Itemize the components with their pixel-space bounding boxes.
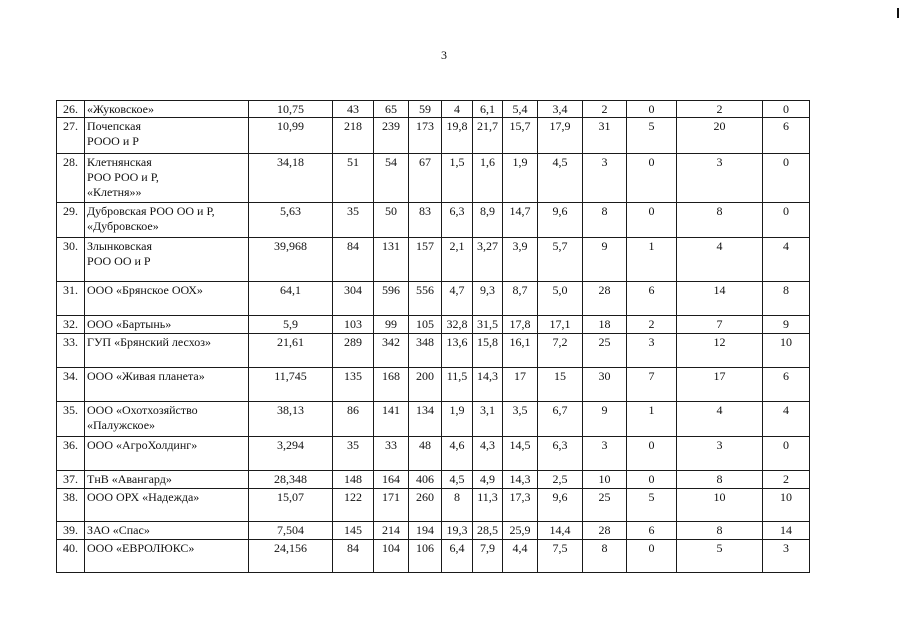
value-cell: 84 xyxy=(333,540,374,573)
value-cell: 164 xyxy=(374,471,409,489)
table-row xyxy=(57,154,810,203)
value-cell: 8 xyxy=(583,540,627,573)
value-cell: 6,1 xyxy=(473,101,503,118)
value-cell: 14,3 xyxy=(503,471,538,489)
table-row xyxy=(57,471,810,489)
value-cell: 19,3 xyxy=(442,522,473,540)
value-cell: 14,5 xyxy=(503,437,538,471)
value-cell: 1 xyxy=(627,402,677,437)
table-row xyxy=(57,402,810,437)
value-cell: 0 xyxy=(763,437,810,471)
area-value: 34,18 xyxy=(249,154,333,203)
value-cell: 348 xyxy=(409,334,442,368)
value-cell: 30 xyxy=(583,368,627,402)
value-cell: 3 xyxy=(677,154,763,203)
value-cell: 31,5 xyxy=(473,316,503,334)
area-value: 7,504 xyxy=(249,522,333,540)
value-cell: 10 xyxy=(763,489,810,522)
area-value: 39,968 xyxy=(249,238,333,282)
table-row xyxy=(57,101,810,118)
value-cell: 17,1 xyxy=(538,316,583,334)
value-cell: 59 xyxy=(409,101,442,118)
value-cell: 239 xyxy=(374,118,409,154)
value-cell: 33 xyxy=(374,437,409,471)
organization-name: ООО «Охотхозяйство «Палужское» xyxy=(85,402,249,437)
row-number: 29. xyxy=(57,203,85,238)
value-cell: 3,4 xyxy=(538,101,583,118)
value-cell: 171 xyxy=(374,489,409,522)
value-cell: 15 xyxy=(538,368,583,402)
organization-name: «Жуковское» xyxy=(85,101,249,118)
value-cell: 17,3 xyxy=(503,489,538,522)
value-cell: 17 xyxy=(677,368,763,402)
table-row xyxy=(57,282,810,316)
value-cell: 4 xyxy=(677,238,763,282)
area-value: 10,75 xyxy=(249,101,333,118)
value-cell: 16,1 xyxy=(503,334,538,368)
value-cell: 168 xyxy=(374,368,409,402)
value-cell: 3 xyxy=(763,540,810,573)
value-cell: 14,3 xyxy=(473,368,503,402)
value-cell: 200 xyxy=(409,368,442,402)
value-cell: 260 xyxy=(409,489,442,522)
value-cell: 105 xyxy=(409,316,442,334)
value-cell: 1,9 xyxy=(503,154,538,203)
table-row xyxy=(57,238,810,282)
value-cell: 0 xyxy=(627,540,677,573)
value-cell: 14,7 xyxy=(503,203,538,238)
value-cell: 5 xyxy=(627,118,677,154)
value-cell: 14 xyxy=(763,522,810,540)
value-cell: 2 xyxy=(583,101,627,118)
value-cell: 17 xyxy=(503,368,538,402)
row-number: 36. xyxy=(57,437,85,471)
value-cell: 19,8 xyxy=(442,118,473,154)
value-cell: 5 xyxy=(677,540,763,573)
value-cell: 148 xyxy=(333,471,374,489)
value-cell: 7 xyxy=(627,368,677,402)
value-cell: 9,3 xyxy=(473,282,503,316)
value-cell: 28 xyxy=(583,282,627,316)
area-value: 38,13 xyxy=(249,402,333,437)
value-cell: 51 xyxy=(333,154,374,203)
value-cell: 11,5 xyxy=(442,368,473,402)
value-cell: 8 xyxy=(763,282,810,316)
value-cell: 67 xyxy=(409,154,442,203)
row-number: 40. xyxy=(57,540,85,573)
table-row xyxy=(57,203,810,238)
value-cell: 48 xyxy=(409,437,442,471)
area-value: 11,745 xyxy=(249,368,333,402)
value-cell: 35 xyxy=(333,437,374,471)
value-cell: 1,5 xyxy=(442,154,473,203)
organization-name: ООО ОРХ «Надежда» xyxy=(85,489,249,522)
organization-name: ООО «Бартынь» xyxy=(85,316,249,334)
value-cell: 8 xyxy=(677,471,763,489)
value-cell: 0 xyxy=(627,203,677,238)
value-cell: 20 xyxy=(677,118,763,154)
row-number: 32. xyxy=(57,316,85,334)
value-cell: 9 xyxy=(583,238,627,282)
value-cell: 9,6 xyxy=(538,203,583,238)
data-table xyxy=(56,100,810,573)
value-cell: 3,27 xyxy=(473,238,503,282)
row-number: 39. xyxy=(57,522,85,540)
value-cell: 43 xyxy=(333,101,374,118)
table-row xyxy=(57,334,810,368)
value-cell: 141 xyxy=(374,402,409,437)
value-cell: 106 xyxy=(409,540,442,573)
value-cell: 122 xyxy=(333,489,374,522)
value-cell: 5,4 xyxy=(503,101,538,118)
table-row xyxy=(57,316,810,334)
area-value: 21,61 xyxy=(249,334,333,368)
table-body xyxy=(57,101,810,573)
table-row xyxy=(57,489,810,522)
value-cell: 3,5 xyxy=(503,402,538,437)
area-value: 15,07 xyxy=(249,489,333,522)
organization-name: ООО «Брянское ООХ» xyxy=(85,282,249,316)
value-cell: 2 xyxy=(763,471,810,489)
value-cell: 8 xyxy=(677,203,763,238)
value-cell: 65 xyxy=(374,101,409,118)
value-cell: 86 xyxy=(333,402,374,437)
value-cell: 1 xyxy=(627,238,677,282)
table-row xyxy=(57,118,810,154)
row-number: 31. xyxy=(57,282,85,316)
value-cell: 2,5 xyxy=(538,471,583,489)
page-number: 3 xyxy=(441,48,447,62)
value-cell: 10 xyxy=(677,489,763,522)
organization-name: Клетнянская РОО РОО и Р, «Клетня»» xyxy=(85,154,249,203)
value-cell: 4,3 xyxy=(473,437,503,471)
organization-name: ООО «АгроХолдинг» xyxy=(85,437,249,471)
organization-name: ООО «ЕВРОЛЮКС» xyxy=(85,540,249,573)
value-cell: 9,6 xyxy=(538,489,583,522)
value-cell: 0 xyxy=(627,101,677,118)
value-cell: 104 xyxy=(374,540,409,573)
organization-name: ЗАО «Спас» xyxy=(85,522,249,540)
value-cell: 0 xyxy=(763,101,810,118)
value-cell: 54 xyxy=(374,154,409,203)
organization-name: Злынковская РОО ОО и Р xyxy=(85,238,249,282)
row-number: 38. xyxy=(57,489,85,522)
value-cell: 18 xyxy=(583,316,627,334)
value-cell: 6,3 xyxy=(442,203,473,238)
value-cell: 0 xyxy=(627,154,677,203)
value-cell: 84 xyxy=(333,238,374,282)
area-value: 28,348 xyxy=(249,471,333,489)
value-cell: 3 xyxy=(627,334,677,368)
row-number: 27. xyxy=(57,118,85,154)
value-cell: 131 xyxy=(374,238,409,282)
value-cell: 4,9 xyxy=(473,471,503,489)
value-cell: 145 xyxy=(333,522,374,540)
value-cell: 2 xyxy=(627,316,677,334)
value-cell: 8,7 xyxy=(503,282,538,316)
value-cell: 103 xyxy=(333,316,374,334)
value-cell: 173 xyxy=(409,118,442,154)
value-cell: 83 xyxy=(409,203,442,238)
value-cell: 7,5 xyxy=(538,540,583,573)
value-cell: 4 xyxy=(763,238,810,282)
value-cell: 50 xyxy=(374,203,409,238)
value-cell: 6,7 xyxy=(538,402,583,437)
row-number: 33. xyxy=(57,334,85,368)
value-cell: 289 xyxy=(333,334,374,368)
organization-name: ГУП «Брянский лесхоз» xyxy=(85,334,249,368)
value-cell: 17,8 xyxy=(503,316,538,334)
value-cell: 25 xyxy=(583,489,627,522)
value-cell: 5,0 xyxy=(538,282,583,316)
row-number: 26. xyxy=(57,101,85,118)
value-cell: 10 xyxy=(583,471,627,489)
value-cell: 596 xyxy=(374,282,409,316)
row-number: 37. xyxy=(57,471,85,489)
value-cell: 218 xyxy=(333,118,374,154)
value-cell: 4,6 xyxy=(442,437,473,471)
area-value: 24,156 xyxy=(249,540,333,573)
value-cell: 4,5 xyxy=(538,154,583,203)
value-cell: 3,9 xyxy=(503,238,538,282)
value-cell: 8 xyxy=(583,203,627,238)
value-cell: 4,5 xyxy=(442,471,473,489)
table-row xyxy=(57,522,810,540)
value-cell: 25 xyxy=(583,334,627,368)
value-cell: 1,6 xyxy=(473,154,503,203)
area-value: 64,1 xyxy=(249,282,333,316)
organization-name: Почепская РООО и Р xyxy=(85,118,249,154)
value-cell: 6 xyxy=(627,282,677,316)
value-cell: 4 xyxy=(442,101,473,118)
value-cell: 304 xyxy=(333,282,374,316)
value-cell: 35 xyxy=(333,203,374,238)
value-cell: 6 xyxy=(627,522,677,540)
row-number: 30. xyxy=(57,238,85,282)
value-cell: 6,3 xyxy=(538,437,583,471)
value-cell: 14,4 xyxy=(538,522,583,540)
row-number: 34. xyxy=(57,368,85,402)
value-cell: 3 xyxy=(583,154,627,203)
value-cell: 13,6 xyxy=(442,334,473,368)
value-cell: 17,9 xyxy=(538,118,583,154)
value-cell: 21,7 xyxy=(473,118,503,154)
area-value: 5,63 xyxy=(249,203,333,238)
value-cell: 99 xyxy=(374,316,409,334)
area-value: 5,9 xyxy=(249,316,333,334)
value-cell: 342 xyxy=(374,334,409,368)
value-cell: 0 xyxy=(627,471,677,489)
value-cell: 11,3 xyxy=(473,489,503,522)
table-row xyxy=(57,368,810,402)
organization-name: Дубровская РОО ОО и Р, «Дубровское» xyxy=(85,203,249,238)
value-cell: 3,1 xyxy=(473,402,503,437)
value-cell: 5 xyxy=(627,489,677,522)
value-cell: 8 xyxy=(442,489,473,522)
value-cell: 134 xyxy=(409,402,442,437)
value-cell: 4 xyxy=(677,402,763,437)
value-cell: 15,8 xyxy=(473,334,503,368)
value-cell: 6,4 xyxy=(442,540,473,573)
organization-name: ООО «Живая планета» xyxy=(85,368,249,402)
value-cell: 3 xyxy=(677,437,763,471)
value-cell: 7,2 xyxy=(538,334,583,368)
value-cell: 7,9 xyxy=(473,540,503,573)
value-cell: 5,7 xyxy=(538,238,583,282)
value-cell: 4,4 xyxy=(503,540,538,573)
value-cell: 15,7 xyxy=(503,118,538,154)
value-cell: 12 xyxy=(677,334,763,368)
value-cell: 1,9 xyxy=(442,402,473,437)
table-row xyxy=(57,437,810,471)
value-cell: 10 xyxy=(763,334,810,368)
value-cell: 157 xyxy=(409,238,442,282)
row-number: 35. xyxy=(57,402,85,437)
value-cell: 8,9 xyxy=(473,203,503,238)
value-cell: 6 xyxy=(763,368,810,402)
value-cell: 8 xyxy=(677,522,763,540)
area-value: 3,294 xyxy=(249,437,333,471)
row-number: 28. xyxy=(57,154,85,203)
value-cell: 9 xyxy=(583,402,627,437)
value-cell: 32,8 xyxy=(442,316,473,334)
value-cell: 6 xyxy=(763,118,810,154)
value-cell: 4,7 xyxy=(442,282,473,316)
organization-name: ТнВ «Авангард» xyxy=(85,471,249,489)
value-cell: 406 xyxy=(409,471,442,489)
scan-edge-mark xyxy=(897,8,899,18)
value-cell: 25,9 xyxy=(503,522,538,540)
value-cell: 4 xyxy=(763,402,810,437)
value-cell: 556 xyxy=(409,282,442,316)
value-cell: 0 xyxy=(763,203,810,238)
area-value: 10,99 xyxy=(249,118,333,154)
value-cell: 2 xyxy=(677,101,763,118)
value-cell: 0 xyxy=(763,154,810,203)
value-cell: 0 xyxy=(627,437,677,471)
value-cell: 9 xyxy=(763,316,810,334)
value-cell: 214 xyxy=(374,522,409,540)
value-cell: 2,1 xyxy=(442,238,473,282)
value-cell: 3 xyxy=(583,437,627,471)
value-cell: 135 xyxy=(333,368,374,402)
value-cell: 28,5 xyxy=(473,522,503,540)
value-cell: 31 xyxy=(583,118,627,154)
value-cell: 194 xyxy=(409,522,442,540)
value-cell: 28 xyxy=(583,522,627,540)
value-cell: 7 xyxy=(677,316,763,334)
value-cell: 14 xyxy=(677,282,763,316)
table-row xyxy=(57,540,810,573)
